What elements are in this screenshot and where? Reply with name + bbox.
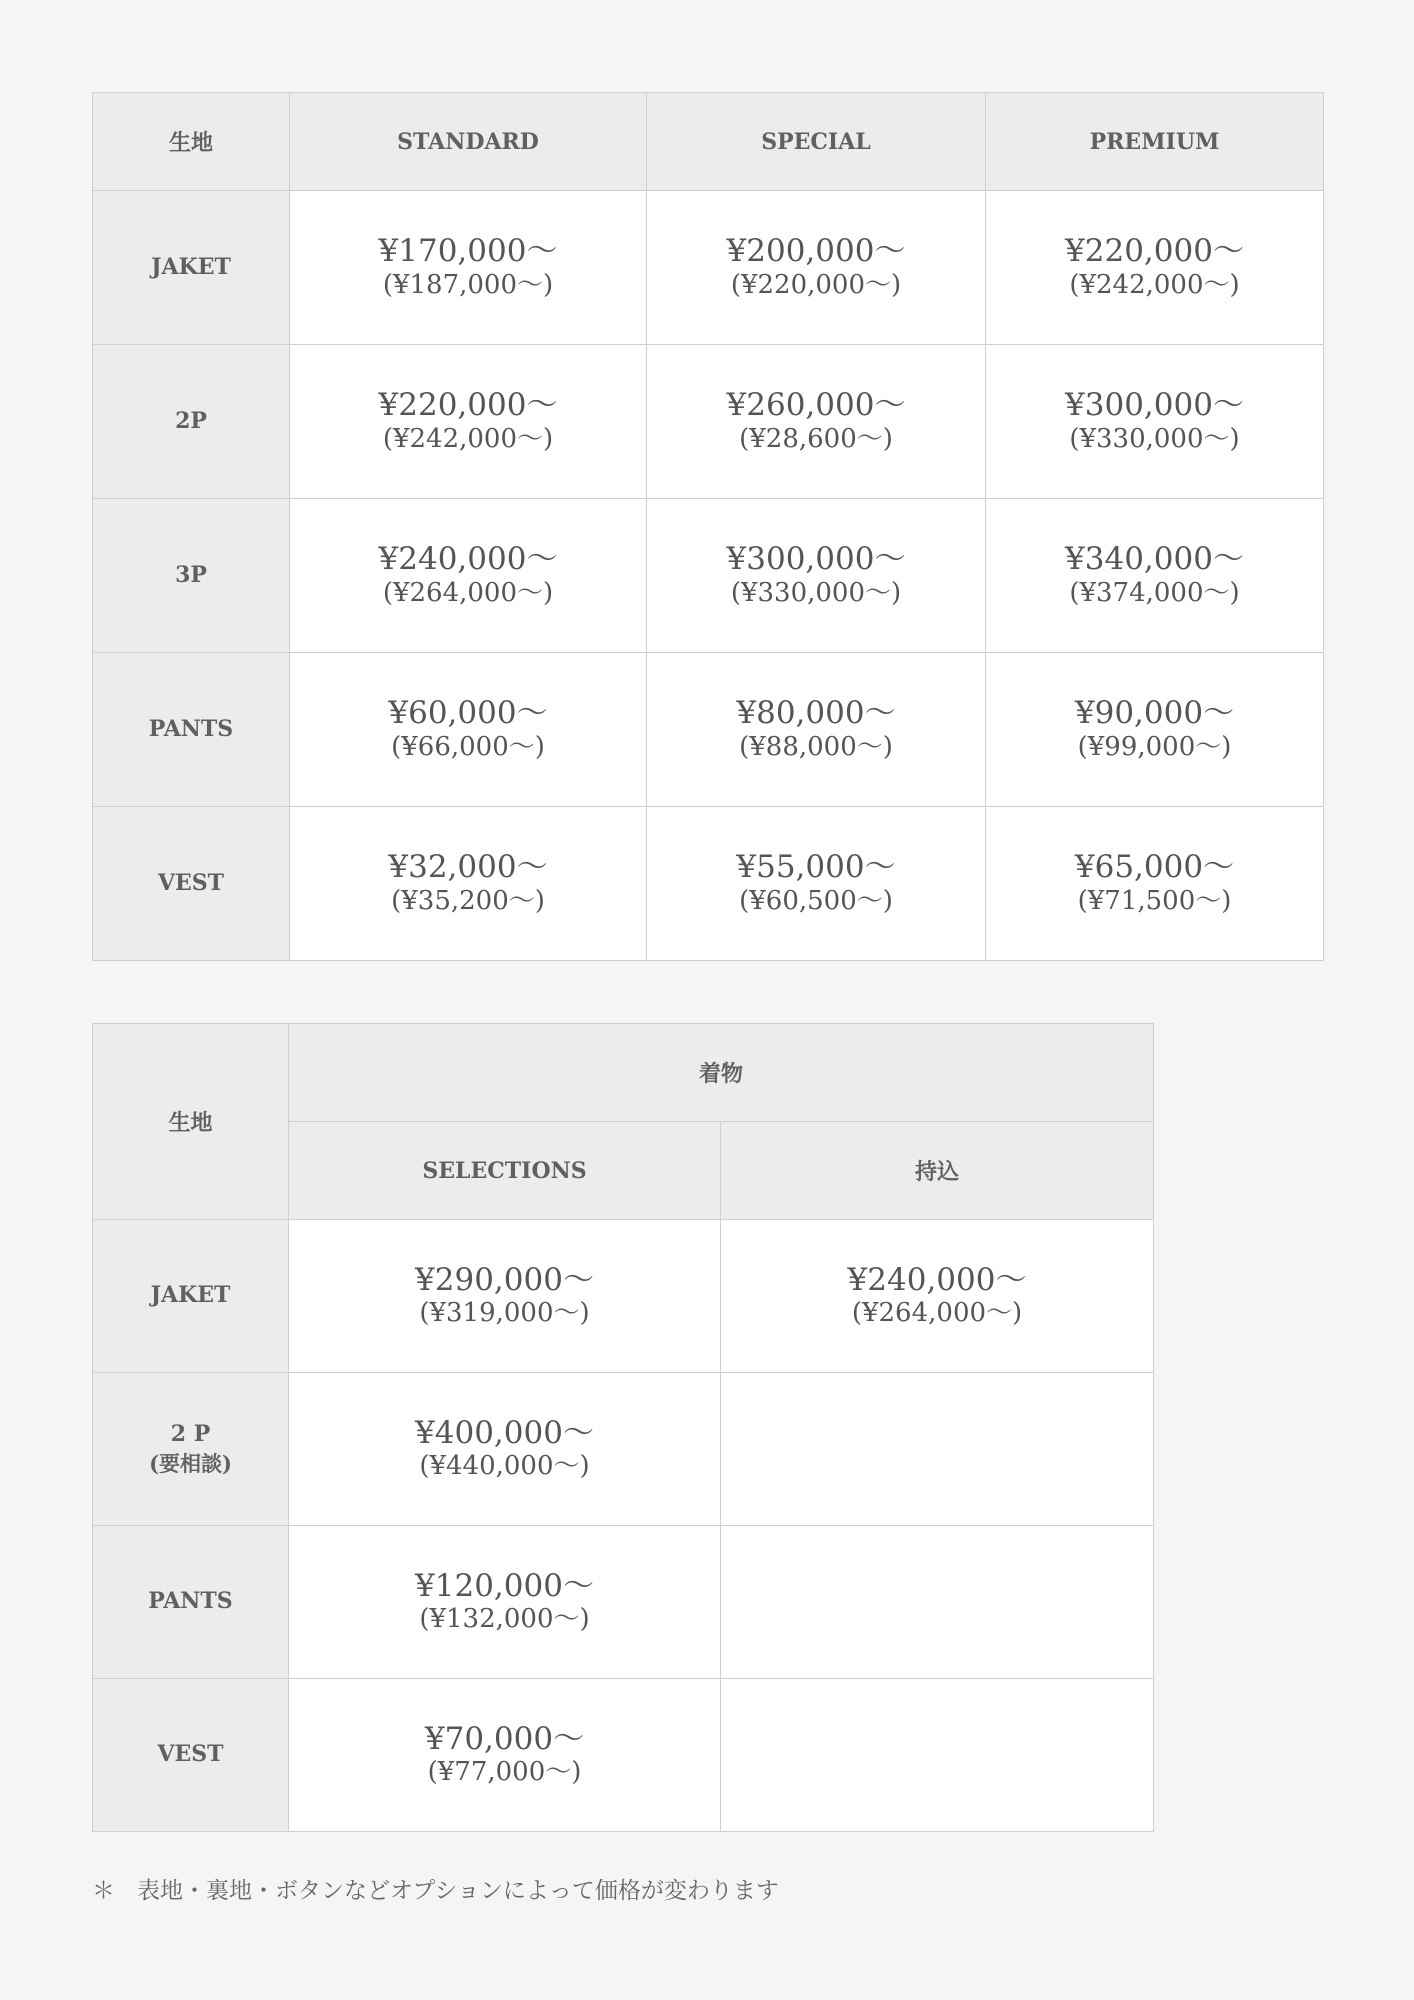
row-label: JAKET bbox=[150, 1282, 231, 1309]
price-cell bbox=[290, 499, 647, 653]
price-cell bbox=[647, 653, 986, 807]
row-header-2p: 2P bbox=[93, 345, 290, 499]
empty-cell bbox=[721, 1373, 1154, 1526]
empty-cell bbox=[721, 1679, 1154, 1832]
column-header-selections: SELECTIONS bbox=[289, 1122, 721, 1220]
table-row bbox=[93, 1679, 1154, 1832]
price-with-tax: (¥242,000〜) bbox=[382, 423, 554, 454]
price: ¥240,000〜 bbox=[847, 1261, 1027, 1298]
table-row bbox=[93, 653, 1324, 807]
suit-price-table bbox=[92, 92, 1324, 961]
price: ¥90,000〜 bbox=[1074, 695, 1235, 732]
price-cell bbox=[290, 653, 647, 807]
column-header-special: SPECIAL bbox=[647, 93, 986, 191]
price-cell bbox=[647, 499, 986, 653]
table-row bbox=[93, 345, 1324, 499]
price-cell bbox=[986, 345, 1324, 499]
price-with-tax: (¥28,600〜) bbox=[739, 423, 893, 454]
price-with-tax: (¥66,000〜) bbox=[391, 731, 545, 762]
price-with-tax: (¥330,000〜) bbox=[730, 577, 902, 608]
price-with-tax: (¥99,000〜) bbox=[1077, 731, 1232, 762]
price-with-tax: (¥77,000〜) bbox=[427, 1757, 582, 1788]
price-with-tax: (¥264,000〜) bbox=[851, 1298, 1023, 1329]
row-label: PANTS bbox=[148, 1588, 233, 1615]
column-header-premium: PREMIUM bbox=[986, 93, 1324, 191]
price-with-tax: (¥374,000〜) bbox=[1069, 577, 1240, 608]
price: ¥32,000〜 bbox=[388, 849, 548, 886]
header-row bbox=[93, 1024, 1154, 1122]
corner-header: 生地 bbox=[93, 93, 290, 191]
price: ¥70,000〜 bbox=[424, 1720, 585, 1757]
price-cell bbox=[290, 345, 647, 499]
price-with-tax: (¥220,000〜) bbox=[730, 269, 902, 300]
price-cell bbox=[647, 807, 986, 961]
price: ¥300,000〜 bbox=[1065, 387, 1244, 424]
table-row bbox=[93, 1220, 1154, 1373]
price: ¥200,000〜 bbox=[726, 233, 906, 270]
price-cell bbox=[986, 653, 1324, 807]
price-with-tax: (¥60,500〜) bbox=[739, 885, 893, 916]
price-cell bbox=[986, 191, 1324, 345]
price: ¥300,000〜 bbox=[726, 541, 906, 578]
price-with-tax: (¥330,000〜) bbox=[1069, 423, 1240, 454]
footnote-text: 表地・裏地・ボタンなどオプションによって価格が変わります bbox=[137, 1878, 779, 1904]
price-cell bbox=[986, 807, 1324, 961]
price: ¥65,000〜 bbox=[1074, 849, 1235, 886]
table-row bbox=[93, 1526, 1154, 1679]
price: ¥80,000〜 bbox=[736, 695, 896, 732]
price: ¥55,000〜 bbox=[736, 849, 896, 886]
price-cell bbox=[289, 1220, 721, 1373]
empty-cell bbox=[721, 1526, 1154, 1679]
price-cell bbox=[986, 499, 1324, 653]
row-header-3p: 3P bbox=[93, 499, 290, 653]
table-row bbox=[93, 191, 1324, 345]
price-cell bbox=[647, 345, 986, 499]
price: ¥60,000〜 bbox=[388, 695, 548, 732]
column-header-standard: STANDARD bbox=[290, 93, 647, 191]
row-header-jaket: JAKET bbox=[93, 191, 290, 345]
price-with-tax: (¥242,000〜) bbox=[1069, 269, 1240, 300]
price-cell bbox=[647, 191, 986, 345]
row-header-pants: PANTS bbox=[93, 653, 290, 807]
price-cell bbox=[289, 1526, 721, 1679]
table-row bbox=[93, 807, 1324, 961]
table-row bbox=[93, 499, 1324, 653]
header-row bbox=[93, 93, 1324, 191]
price: ¥290,000〜 bbox=[415, 1261, 594, 1298]
row-header-vest: VEST bbox=[93, 807, 290, 961]
row-header-2p bbox=[93, 1373, 289, 1526]
row-header-pants bbox=[93, 1526, 289, 1679]
price: ¥260,000〜 bbox=[726, 387, 906, 424]
column-header-mochikomi: 持込 bbox=[721, 1122, 1154, 1220]
price-cell bbox=[289, 1679, 721, 1832]
footnote bbox=[92, 1872, 779, 1905]
row-sublabel: (要相談) bbox=[149, 1450, 232, 1476]
price-with-tax: (¥440,000〜) bbox=[419, 1451, 590, 1482]
price-cell bbox=[721, 1220, 1154, 1373]
corner-header: 生地 bbox=[93, 1024, 289, 1220]
price-with-tax: (¥35,200〜) bbox=[391, 885, 545, 916]
price-with-tax: (¥264,000〜) bbox=[382, 577, 554, 608]
table-row bbox=[93, 1373, 1154, 1526]
price-with-tax: (¥132,000〜) bbox=[419, 1604, 590, 1635]
price-cell bbox=[289, 1373, 721, 1526]
row-label: 2 P bbox=[170, 1420, 211, 1447]
price-cell bbox=[290, 807, 647, 961]
price: ¥170,000〜 bbox=[378, 233, 558, 270]
row-header-jaket bbox=[93, 1220, 289, 1373]
price: ¥220,000〜 bbox=[1065, 233, 1244, 270]
row-label: VEST bbox=[157, 1741, 224, 1768]
price: ¥400,000〜 bbox=[415, 1414, 594, 1451]
asterisk-mark: ＊ bbox=[92, 1878, 115, 1904]
price-with-tax: (¥319,000〜) bbox=[419, 1298, 590, 1329]
price: ¥120,000〜 bbox=[415, 1567, 594, 1604]
price: ¥220,000〜 bbox=[378, 387, 558, 424]
price: ¥240,000〜 bbox=[378, 541, 558, 578]
price-with-tax: (¥71,500〜) bbox=[1077, 885, 1232, 916]
price: ¥340,000〜 bbox=[1065, 541, 1244, 578]
price-with-tax: (¥88,000〜) bbox=[739, 731, 893, 762]
row-header-vest bbox=[93, 1679, 289, 1832]
group-header-kimono: 着物 bbox=[289, 1024, 1154, 1122]
price-cell bbox=[290, 191, 647, 345]
price-with-tax: (¥187,000〜) bbox=[382, 269, 554, 300]
kimono-price-table bbox=[92, 1023, 1154, 1832]
